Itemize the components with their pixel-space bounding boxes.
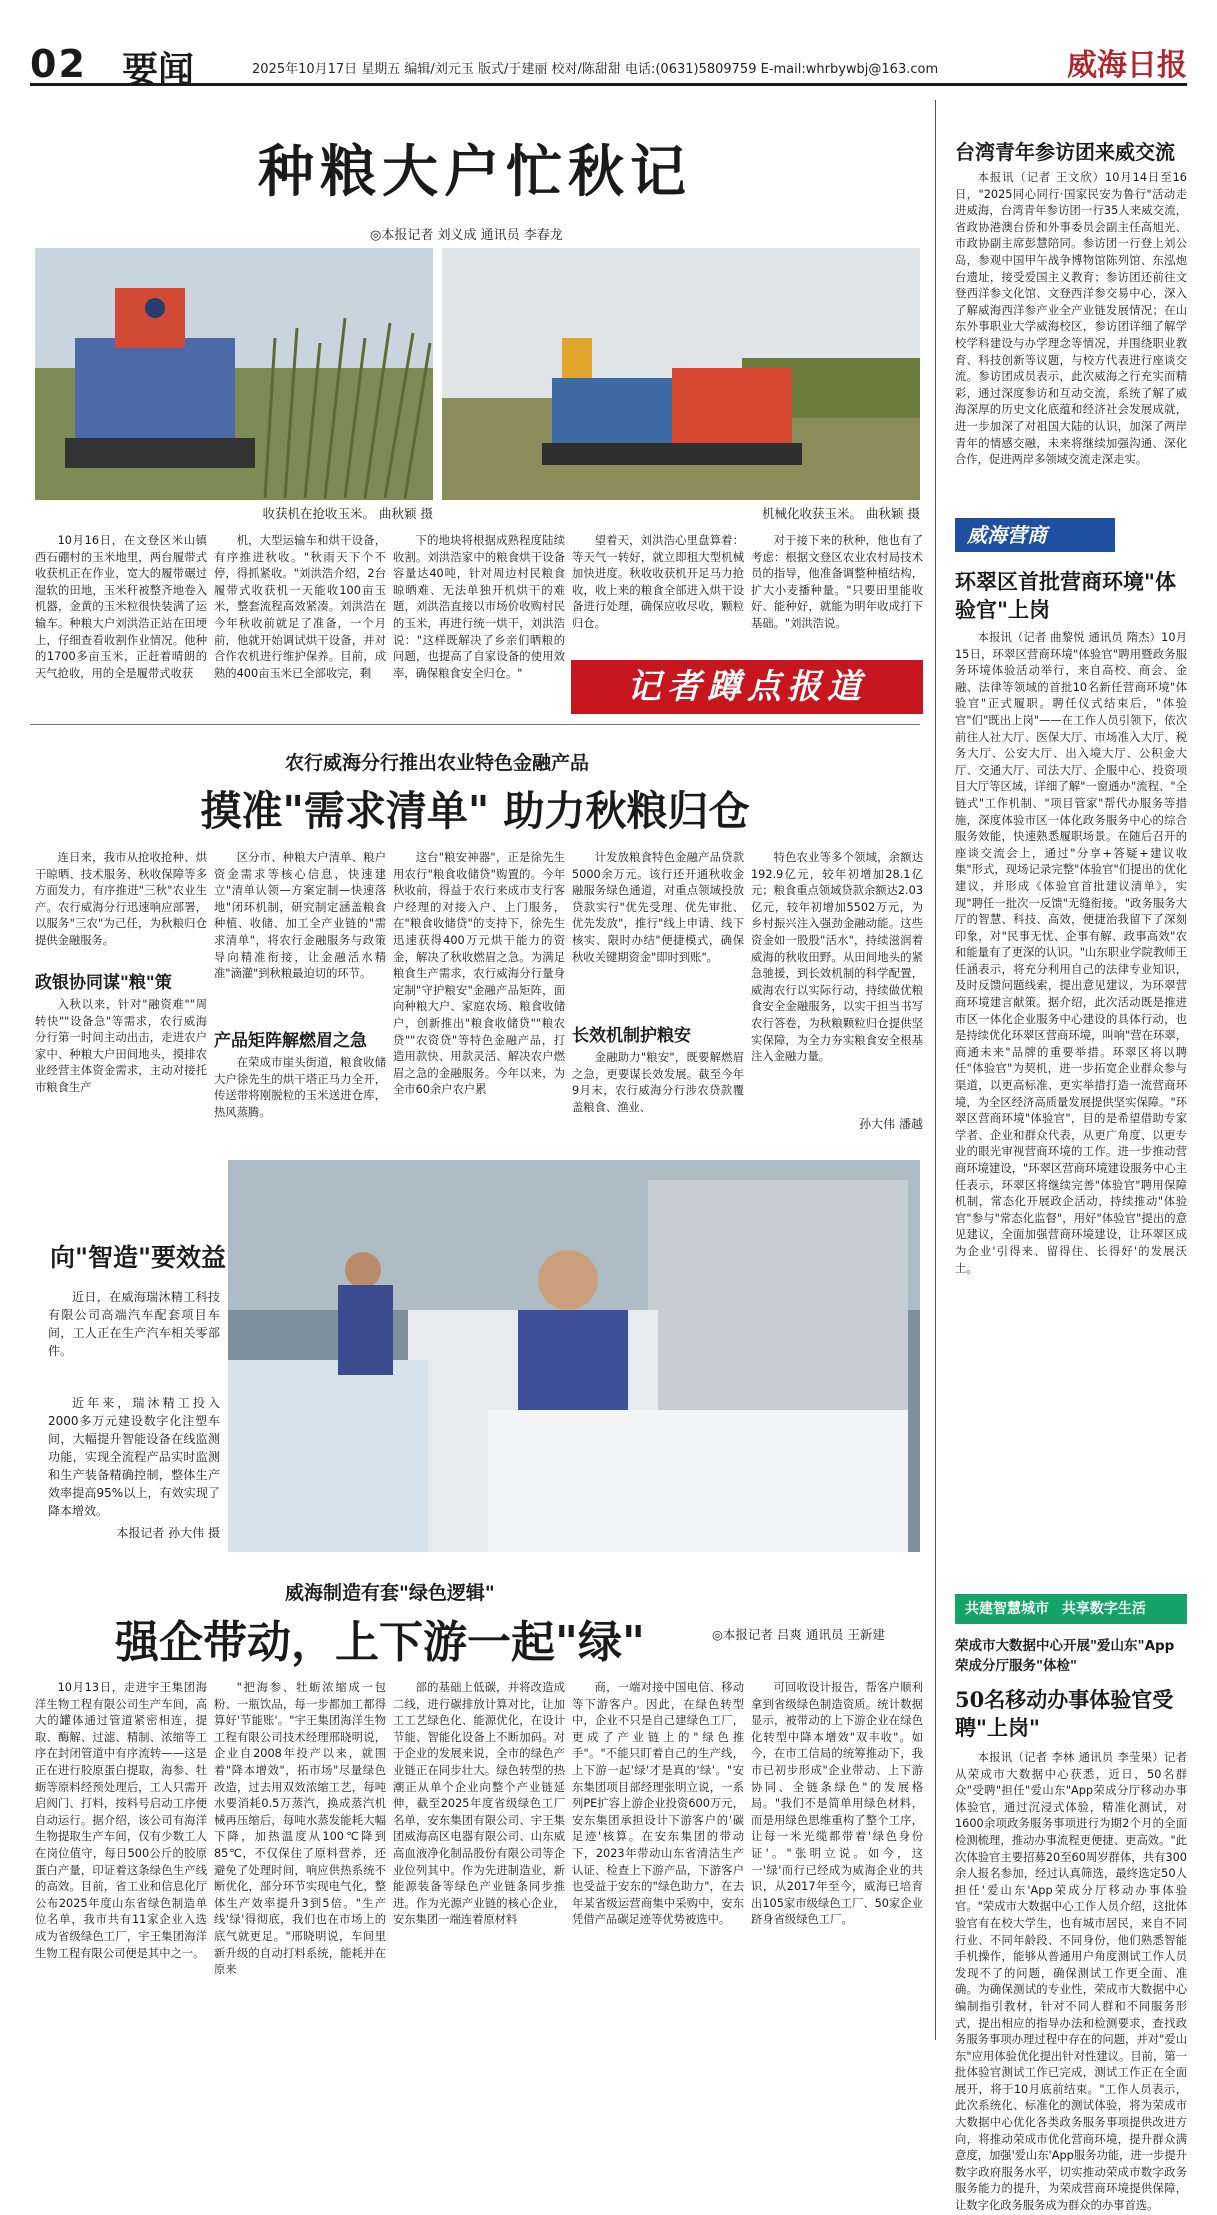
- story2-col3: [393, 850, 565, 1142]
- issue-meta: 2025年10月17日 星期五 编辑/刘元玉 版式/于建丽 校对/陈甜甜 电话:(0631)5809759 E-mail:whrbywbj@163.com: [252, 62, 939, 77]
- story3-kicker: 威海制造有套"绿色逻辑": [285, 1582, 495, 1604]
- page-number: 02: [30, 42, 87, 86]
- caption-1: 收获机在抢收玉米。 曲秋颖 摄: [262, 506, 433, 521]
- story1-headline: 种粮大户忙秋记: [258, 139, 692, 205]
- right3-tag: [955, 1594, 1187, 1624]
- story2-subhead-3: 长效机制护粮安: [572, 1026, 691, 1046]
- story1-col1-text: 10月16日，在文登区米山镇西石硼村的玉米地里，两台履带式收获机正在作业，宽大的履带碾过湿软的田地，玉米秆被整齐地卷入机器，金黄的玉米粒很快装满了运输车。种粮大户刘洪浩正站在田埂上，仔细查看收割作业情况。他种的1700多亩玉米，正赶着晴朗的天气抢收，用的全是履带式收获: [35, 534, 207, 680]
- right3-kicker: 荣成市大数据中心开展"爱山东"App荣成分厅服务"体检": [955, 1638, 1175, 1674]
- story3-col2: [214, 1680, 386, 2040]
- paper-logo: 威海日报: [1067, 48, 1187, 83]
- masthead: [30, 28, 1187, 91]
- right3-tag-1: 共建智慧城市: [965, 1601, 1049, 1617]
- story3-col1: [35, 1680, 207, 2040]
- story2-col1b-text: 入秋以来，针对"融资难""周转快""设备急"等需求，农行威海分行第一时间主动出击，走进农户家中、种粮大户田间地头，摸排农业经营主体资金需求，主动对接托市粮食生产: [35, 998, 207, 1094]
- story2-col2: [214, 850, 386, 1142]
- story3-col3-text: 部的基础上低碳，并将改造成二线，进行碳排放计算对比，让加工工艺绿色化、能源优化，在设计节能、智能化设备上不断加码。对于企业的发展来说，全市的绿色产业链正在同步壮大。绿色转型的热潮正从单个企业向整个产业链延伸，截至2025年度省级绿色工厂名单，安东集团有限公司、宇王集团威海高区电器有限公司、山东威高血液净化制品股份有限公司等企业位列其中。作为先进制造业，新能源装备等绿色产业链条同步推进。作为光源产业链的核心企业，安东集团一端连着原材料: [393, 1681, 565, 1927]
- photo-story-text-1-p: 近日，在威海瑞沐精工科技有限公司高端汽车配套项目车间，工人正在生产汽车相关零部件。: [48, 1290, 220, 1358]
- photo-factory: [228, 1160, 920, 1552]
- story3-col3: [393, 1680, 565, 2040]
- right3-text: [955, 1750, 1187, 2213]
- photo-story-text-2-p: 近年来，瑞沐精工投入2000多万元建设数字化注塑车间，大幅提升智能设备在线监测功能，实现全流程产品实时监测和生产装备精确控制，整体生产效率提高95%以上，有效实现了降本增效。: [48, 1396, 220, 1518]
- photo-story-text-1: [48, 1288, 220, 1388]
- story1-col1: [35, 533, 207, 713]
- right1-text: [955, 170, 1187, 510]
- story2-col4b-text: 金融助力"粮安"，既要解燃眉之急，更要谋长效发展。截至今年9月末，农行威海分行涉农贷款覆盖粮食、渔业、: [572, 1051, 744, 1114]
- divider: [30, 724, 920, 725]
- special-report-badge: 记者蹲点报道: [571, 660, 923, 714]
- photo-story-text-2: [48, 1394, 220, 1522]
- story1-byline: ◎本报记者 刘义成 通讯员 李春龙: [370, 228, 563, 243]
- story3-col2-text: "把海参、牡蛎浓缩成一包粉、一瓶饮品，每一步都加工都得算好'节能账'。"宇王集团海洋生物工程有限公司技术经理邢晓明说，企业自2008年投产以来，就围着"降本增效"，拓市场"尽量绿色改造，过去用双效浓缩工艺，每吨水要消耗0.5万蒸汽，换成蒸汽机械再压缩后，每吨水蒸发能耗大幅下降，加热温度从100℃降到85℃，不仅保住了原料营养，还避免了处理时间，响应供热系统不断优化，部分环节实现电气化，整体生产效率提升3到5倍。"生产线'绿'得彻底，我们也在市场上的底气就更足。"邢晓明说，车间里新升级的自动打料系统，能耗并在原来: [214, 1681, 386, 1977]
- photo-story-byline: 本报记者 孙大伟 摄: [116, 1526, 220, 1540]
- story3-col1-text: 10月13日，走进宇王集团海洋生物工程有限公司生产车间，高大的罐体通过管道紧密相连，提取、酶解、过滤、精制、浓缩等工序在封闭管道中有序流转——这是正在进行胶原蛋白提取，海参、牡蛎等原料经预处理后，工人只需开启阀门、打料，按料号启动工序便自动运行。据介绍，该公司有海洋生物提取生产车间，仅有少数工人在岗位值守，每日500公斤的胶原蛋白产量，印证着这条绿色生产线的高效。目前，省工业和信息化厅公布2025年度山东省绿色制造单位名单，我市共有11家企业入选成为省级绿色工厂，宇王集团海洋生物工程有限公司便是其中之一。: [35, 1681, 207, 1960]
- story2-col1-text: 连日来，我市从抢收抢种、烘干晾晒、技术服务、秋收保障等多方面发力，有序推进"三秋"农业生产。农行威海分行迅速响应部署，以服务"三农"为己任，为秋粮归仓提供金融服务。: [35, 851, 207, 947]
- photo-harvester-2: [442, 248, 920, 500]
- story1-col2: [214, 533, 386, 713]
- story2-subhead-1: 政银协同谋"粮"策: [35, 973, 172, 993]
- caption-2: 机械化收获玉米。 曲秋颖 摄: [762, 506, 920, 521]
- right2-tag: 威海营商: [955, 518, 1115, 552]
- photo-harvester-2-image: [442, 248, 920, 500]
- right2-title: 环翠区首批营商环境"体验官"上岗: [955, 569, 1176, 622]
- right3-text-p: 本报讯（记者 李林 通讯员 李莹果）记者从荣成市大数据中心获悉，近日，50名群众"受聘"担任"爱山东"App荣成分厅移动办事体验官，通过沉浸式体验，精准化测试，对1600余项政务服务事项进行为期2个月的全面检测梳理，推动办事流程更便捷、更高效。"此次体验官主要招募20至60周岁群体，共有300余人报名参加，经过认真筛选，最终选定50人担任'爱山东'App荣成分厅移动办事体验官。"荣成市大数据中心工作人员介绍，这批体验官有在校大学生，也有城市居民，来自不同行业、不同年龄段、不同身份，他们熟悉智能手机操作，能够从普通用户角度测试工作人员发现不了的问题，确保测试工作更全面、准确。为确保测试的专业性，荣成市大数据中心编制指引教材，针对不同人群和不同服务形式，提出相应的指导办法和检测要求，查找政务服务事项办理过程中存在的问题，并对"爱山东"应用体验优化提出针对性建议。目前，第一批体验官测试工作已完成，测试工作正在全面展开，将于10月底前结束。"工作人员表示，此次系统化、标准化的测试体验，将为荣成市大数据中心优化各类政务服务事项提供改进方向，将推动荣成市优化营商环境，提升群众满意度，加强'爱山东'App服务功能，进一步提升数字政府服务水平，切实推动荣成市数字政务服务能力的提升，为荣成营商环境提供保障，让数字化政务服务成为群众的办事首选。: [955, 1751, 1187, 2213]
- story3-col4: [572, 1680, 744, 2040]
- story1-col3: [393, 533, 565, 713]
- story2-byline: 孙大伟 潘越: [859, 1117, 923, 1131]
- story2-col4: [572, 850, 744, 1142]
- story2-col4-text: 计发放粮食特色金融产品贷款5000余万元。该行还开通秋收金融服务绿色通道，对重点领域投放贷款实行"优先受理、优先审批、优先发放"，推行"线上申请、线下核实、限时办结"便捷模式，确保秋收关键期资金"即时到账"。: [572, 851, 744, 964]
- photo-story-title: 向"智造"要效益: [50, 1243, 227, 1272]
- story1-col5-text: 对于接下来的秋种，他也有了考虑：根据文登区农业农村局技术员的指导，他准备调整种植结构，扩大小麦播种量。"只要田里能收好、能种好，就能为明年收成打下基础。"刘洪浩说。: [751, 534, 923, 630]
- story2-col1: [35, 850, 207, 1142]
- story2-col2-text: 区分市、种粮大户清单、粮户资金需求等核心信息，快速建立"清单认领—方案定制—快速落地"闭环机制，研究制定涵盖粮食种植、收储、加工全产业链的"需求清单"，将农行金融服务与政策导向精准衔接，让金融活水精准"滴灌"到秋粮最迫切的环节。: [214, 851, 386, 981]
- photo-story: [30, 1160, 920, 1552]
- story2-col3-text: 这台"粮安神器"，正是徐先生用农行"粮食收储贷"购置的。今年秋收前，得益于农行来成市支行客户经理的对接入户、上门服务，在"粮食收储贷"的支持下，徐先生迅速获得400万元烘干能力的资金，解决了秋收燃眉之急。为满足粮食生产需求，农行威海分行量身定制"守护粮安"金融产品矩阵，面向种粮大户、家庭农场、粮食收储户，创新推出"粮食收储贷""粮农贷""农资贷"等特色金融产品，打造用款快、用款灵活、解决农户燃眉之急的金融服务。今年以来，为全市60余户农户累: [393, 851, 565, 1097]
- story3-headline: 强企带动，上下游一起"绿": [115, 1617, 645, 1668]
- story2-col5-text: 特色农业等多个领域，余额达192.9亿元，较年初增加28.1亿元；粮食重点领域贷款余额达2.03亿元，较年初增加5502万元，为乡村振兴注入强劲金融动能。这些资金如一股股"活水"，持续滋润着威海的秋收田野。从田间地头的紧急驰援，到长效机制的科学配置，威海农行以实际行动，持续做优粮食安全金融服务，以实干担当书写农行答卷，为秋粮颗粒归仓提供坚实保障，为全力夯实粮食安全根基注入金融力量。: [751, 851, 924, 1064]
- right3-title: 50名移动办事体验官受聘"上岗": [955, 1687, 1174, 1740]
- story1-col4: [572, 533, 744, 653]
- story1-col5: [751, 533, 923, 653]
- right2-text-p: 本报讯（记者 曲黎悦 通讯员 隋杰）10月15日，环翠区营商环境"体验官"聘用暨政务服务环境体验活动举行，来自高校、商会、金融、法律等领域的首批10名新任营商环境"体验官"正式履职。聘任仪式结束后，"体验官"们"既出上岗"——在工作人员引领下，依次前往人社大厅、医保大厅、市场准入大厅、税务大厅、公安大厅、出入境大厅、公积金大厅、交通大厅、司法大厅、企服中心、投资项目大厅等区域，详细了解"一窗通办"流程、"全链式"工作机制、"项目管家"帮代办服务等措施，深度体验市区一体化政务服务中心的综合服务效能，快速熟悉履职场景。在随后召开的座谈交流会上，通过"分享+答疑+建议收集"形式，现场记录完整"体验官"们提出的优化建议，并形成《体验官首批建议清单》，实现"聘任一批次一反馈"无缝衔接。"政务服务大厅的智慧、科技、高效，便捷治我留下了深刻印象，对"民事无忧、企事有解、政事高效"农和能量有了更深的认识。"山东职业学院教师王任涵表示，将充分利用自己的法律专业知识，及时反馈问题线索，提出意见建议，为环翠营商环境建言献策。据介绍，此次活动既是推进市区一体化企业服务中心建设的具体行动，也是持续优化环翠区营商环境，叫响"营在环翠，商通未来"品牌的重要举措。环翠区将以聘任"体验官"为契机，进一步拓宽企业群众参与渠道，以更高标准、更实举措打造一流营商环境，为全区经济高质量发展提供坚实保障。"环翠区营商环境"体验官"，目的是希望借助专家学者、企业和群众代表，从更广角度、以更专业的眼光审视营商环境的工作。进一步推动营商环境建设，"环翠区营商环境建设服务中心主任表示，环翠区将继续完善"体验官"聘用保障机制，常态化开展政企活动，持续推动"体验官"参与"常态化监督"，用好"体验官"提出的意见建议，全面加强营商环境建设，让环翠区成为企业'引得来、留得住、长得好'的发展沃土。: [955, 631, 1187, 1275]
- story1-col3-text: 下的地块将根据成熟程度陆续收割。刘洪浩家中的粮食烘干设备容量达40吨，针对周边村民粮食晾晒难、无法单独开机烘干的难题，刘洪浩直接以市场价收购村民的玉米，再进行统一烘干，刘洪浩说："这样既解决了乡亲们晒粮的问题，也提高了自家设备的使用效率，确保粮食安全归仓。": [393, 534, 565, 680]
- story3-col5: [751, 1680, 923, 2040]
- story2-col2b-text: 在荣成市崖头街道，粮食收储大户徐先生的烘干塔正马力全开，传送带将刚脱粒的玉米送进仓库，热风蒸腾。: [214, 1056, 386, 1119]
- story1-col4-text: 望着天，刘洪浩心里盘算着：等天气一转好，就立即租大型机械加快进度。秋收收获机开足马力抢收，收上来的粮食全部进入烘干设备进行处理，确保应收尽收，颗粒归仓。: [572, 534, 744, 630]
- column-rule: [935, 100, 936, 2040]
- story2-kicker: 农行威海分行推出农业特色金融产品: [285, 752, 590, 774]
- story3-col5-text: 可回收设计报告，帮客户顺利拿到省级绿色制造资质。统计数据显示，被带动的上下游企业在绿色化转型中降本增效"双丰收"。如今，在市工信局的统筹推动下，我市已初步形成"企业带动、上下游协同、全链条绿色"的发展格局。"我们不是简单用绿色材料，而是用绿色思维重构了整个工序，让每一米光缆都带着'绿色身份证'。"张明立说。如今，这一'绿'而行已经成为威海企业的共识，从2017年至今，威海已培育出105家市级绿色工厂、50家企业跻身省级绿色工厂。: [751, 1681, 923, 1927]
- right3-tag-2: 共享数字生活: [1061, 1601, 1146, 1617]
- right1-title: 台湾青年参访团来威交流: [955, 140, 1175, 164]
- photo-harvester-1-image: [35, 248, 433, 500]
- story2-subhead-2: 产品矩阵解燃眉之急: [214, 1031, 367, 1051]
- right2-text: [955, 630, 1187, 1580]
- story3-byline: ◎本报记者 吕爽 通讯员 王新建: [712, 1627, 885, 1642]
- story2-col5: [751, 850, 923, 1142]
- right1-text-p: 本报讯（记者 王文欣）10月14日至16日，"2025同心同行·国家民安为鲁行"活动走进威海，台湾青年参访团一行35人来威交流，省政协港澳台侨和外事委员会副主任高旭光、市政协副主席彭慧陪同。参访团一行登上刘公岛，参观中国甲午战争博物馆陈列馆、东泓炮台遗址，接受爱国主义教育；参访团还前往文登西洋参文化馆、文登西洋参交易中心，深入了解威海西洋参产业全产业链发展情况；在山东外事职业大学威海校区，参访团详细了解学校学科建设与办学理念等情况，并围绕职业教育、科技创新等议题，与校方代表进行座谈交流。参访团成员表示，此次威海之行充实而精彩，通过深度参访和互动交流，系统了解了威海深厚的历史文化底蕴和经济社会发展成就，进一步加深了对祖国大陆的认识，加深了两岸青年的情感交融，未来将继续加强沟通、深化合作，促进两岸多领域交流走深走实。: [955, 171, 1187, 467]
- story2-headline: 摸准"需求清单" 助力秋粮归仓: [200, 787, 750, 835]
- story3-col4-text: 商，一端对接中国电信、移动等下游客户。因此，在绿色转型中，企业不只是自己建绿色工厂，更成了产业链上的"绿色推手"。"不能只盯着自己的生产线，上下游一起'绿'才是真的'绿'。"安东集团项目部经理张明立说，一系列PE扩容上游企业投资600万元，安东集团承担设计下游客户的'碳足迹'核算。在安东集团的带动下，2023年带动山东省清洁生产认证、检查上下游产品，下游客户也受益于安东的"绿色助力"，在去年某省级运营商集中采购中，安东凭借产品碳足迹等优势被选中。: [572, 1681, 744, 1927]
- photo-harvester-1: [35, 248, 433, 500]
- photo-factory-image: [228, 1160, 920, 1552]
- section-name: 要闻: [122, 50, 195, 91]
- story1-col2-text: 机，大型运输车和烘干设备，有序推进秋收。"秋雨天下个不停，得抓紧收。"刘洪浩介绍，2台履带式收获机一天能收100亩玉米，整套流程高效紧凑。刘洪浩在今年秋收前就足了准备，一个月前，他就开始调试烘干设备，并对合作农机进行维护保养。目前，成熟的400亩玉米已全部收完，剩: [214, 534, 386, 680]
